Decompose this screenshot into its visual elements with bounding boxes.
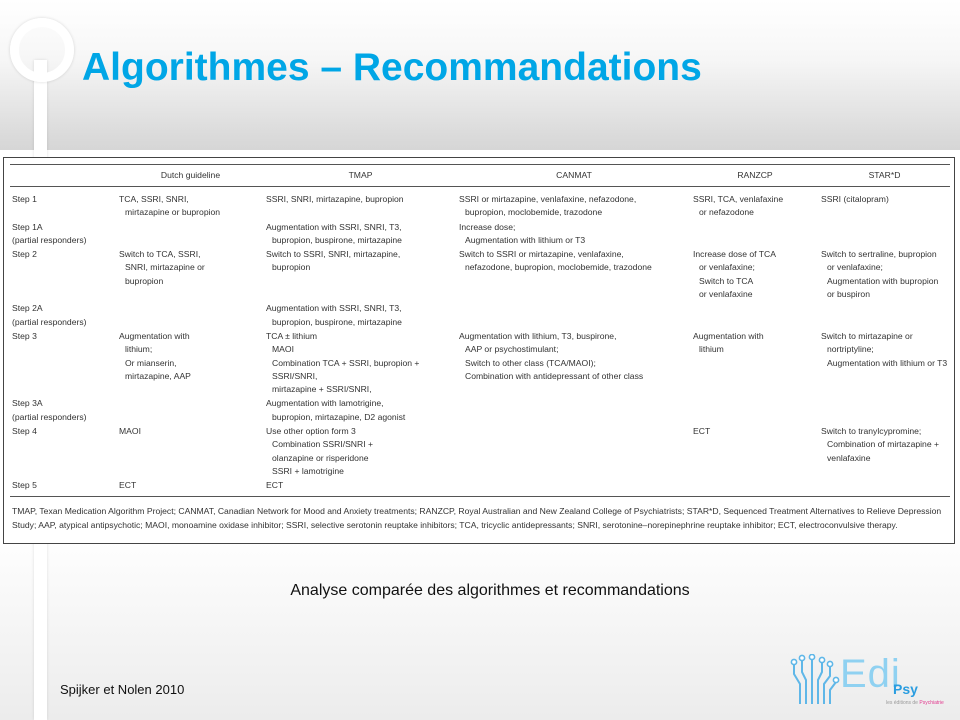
ranzcp-cell	[691, 301, 819, 329]
table-row	[10, 301, 950, 329]
cell-line: lithium	[699, 344, 724, 355]
cell-line: bupropion, buspirone, mirtazapine	[272, 316, 402, 327]
circuit-tree-icon	[790, 654, 840, 708]
stard-cell	[819, 478, 950, 496]
cell-line: Augmentation with lamotrigine,	[266, 398, 384, 409]
table-row	[10, 424, 950, 478]
canmat-cell	[457, 424, 691, 478]
tmap-cell	[264, 301, 457, 329]
cell-line: bupropion, mirtazapine, D2 agonist	[272, 411, 406, 422]
stard-cell	[819, 329, 950, 396]
cell-line: Increase dose of TCA	[693, 249, 776, 260]
cell-line: Switch to mirtazapine or	[821, 330, 913, 341]
slide-title: Algorithmes – Recommandations	[82, 46, 702, 89]
cell-line: SSRI, TCA, venlafaxine	[693, 194, 784, 204]
tmap-cell	[264, 187, 457, 220]
canmat-cell	[457, 478, 691, 496]
step-label	[10, 329, 117, 396]
stard-cell	[819, 187, 950, 220]
cell-line: Switch to TCA, SSRI,	[119, 249, 201, 260]
cell-line: bupropion, buspirone, mirtazapine	[272, 234, 402, 245]
stard-cell	[819, 247, 950, 301]
step-label	[10, 247, 117, 301]
cell-line: Augmentation with SSRI, SNRI, T3,	[266, 221, 402, 232]
ranzcp-cell	[691, 396, 819, 424]
logo-text: Edi	[840, 652, 901, 696]
cell-line: TCA, SSRI, SNRI,	[119, 194, 189, 204]
column-header: STAR*D	[819, 165, 950, 187]
cell-line: SSRI, SNRI, mirtazapine, bupropion	[266, 194, 404, 204]
stard-cell	[819, 424, 950, 478]
tmap-cell	[264, 329, 457, 396]
decorative-ring-icon	[10, 18, 74, 82]
dutch-cell	[117, 220, 264, 248]
logo-tagline-prefix: les éditions de	[886, 700, 918, 706]
table-row	[10, 329, 950, 396]
dutch-cell	[117, 396, 264, 424]
cell-line: TCA ± lithium	[266, 330, 318, 341]
cell-line: Switch to SSRI, SNRI, mirtazapine,	[266, 249, 401, 260]
cell-line: Augmentation with bupropion	[827, 275, 939, 286]
table-row	[10, 478, 950, 496]
cell-line: Augmentation with SSRI, SNRI, T3,	[266, 303, 402, 314]
logo-tagline-accent: Psychiatrie	[919, 700, 944, 706]
tmap-cell	[264, 424, 457, 478]
cell-line: Augmentation with lithium or T3	[465, 234, 586, 245]
table-row	[10, 220, 950, 248]
dutch-cell	[117, 329, 264, 396]
cell-line: Step 1	[12, 194, 37, 204]
canmat-cell	[457, 247, 691, 301]
step-label	[10, 220, 117, 248]
canmat-cell	[457, 396, 691, 424]
tmap-cell	[264, 396, 457, 424]
cell-line: Step 1A	[12, 221, 43, 232]
comparison-table	[10, 164, 950, 497]
cell-line: olanzapine or risperidone	[272, 452, 369, 463]
canmat-cell	[457, 329, 691, 396]
cell-line: venlafaxine	[827, 452, 871, 463]
dutch-cell	[117, 424, 264, 478]
edipsy-logo	[790, 652, 950, 712]
ranzcp-cell	[691, 478, 819, 496]
cell-line: Use other option form 3	[266, 426, 356, 437]
ranzcp-cell	[691, 329, 819, 396]
cell-line: Step 2A	[12, 303, 43, 314]
column-header: Dutch guideline	[117, 165, 264, 187]
slide-caption: Analyse comparée des algorithmes et recommandations	[290, 582, 690, 599]
step-label	[10, 396, 117, 424]
table-row	[10, 396, 950, 424]
cell-line: (partial responders)	[12, 234, 87, 245]
cell-line: SNRI, mirtazapine or	[125, 262, 205, 273]
dutch-cell	[117, 301, 264, 329]
column-header: CANMAT	[457, 165, 691, 187]
cell-line: AAP or psychostimulant;	[465, 344, 559, 355]
cell-line: Switch to tranylcypromine;	[821, 426, 922, 437]
table-footnote: TMAP, Texan Medication Algorithm Project; CANMAT, Canadian Network for Mood and Anxiety treatments; RANZCP, Royal Australian and New Zealand College of Psychiatrists; STAR*D, Sequenced Treatment Alternatives to Relieve Depression Study; AAP, atypical antipsychotic; MAOI, monoamine oxidase inhibitor; SSRI, selective serotonin reuptake inhibitors; TCA, tricyclic antidepressants; SNRI, serotonine–norepinephrine reuptake inhibitor; ECT, electroconvulsive therapy.	[12, 506, 942, 530]
logo-accent: Psy	[893, 681, 918, 697]
cell-line: bupropion, moclobemide, trazodone	[465, 207, 603, 218]
step-label	[10, 424, 117, 478]
cell-line: or buspiron	[827, 289, 870, 300]
cell-line: MAOI	[272, 344, 294, 355]
canmat-cell	[457, 187, 691, 220]
ranzcp-cell	[691, 247, 819, 301]
cell-line: Combination with antidepressant of other class	[465, 370, 644, 381]
step-label	[10, 187, 117, 220]
cell-line: Step 2	[12, 249, 37, 260]
cell-line: ECT	[266, 480, 284, 491]
cell-line: nefazodone, bupropion, moclobemide, trazodone	[465, 262, 652, 273]
cell-line: Augmentation with	[119, 330, 190, 341]
cell-line: bupropion	[272, 262, 311, 273]
canmat-cell	[457, 220, 691, 248]
step-label	[10, 478, 117, 496]
cell-line: (partial responders)	[12, 411, 87, 422]
dutch-cell	[117, 247, 264, 301]
cell-line: SSRI/SNRI,	[272, 370, 318, 381]
cell-line: (partial responders)	[12, 316, 87, 327]
cell-line: SSRI + lamotrigine	[272, 465, 344, 476]
cell-line: Switch to sertraline, bupropion	[821, 249, 937, 260]
cell-line: Augmentation with	[693, 330, 764, 341]
dutch-cell	[117, 478, 264, 496]
cell-line: or venlafaxine	[699, 289, 753, 300]
cell-line: Combination SSRI/SNRI +	[272, 439, 374, 450]
cell-line: Switch to SSRI or mirtazapine, venlafaxine,	[459, 249, 624, 260]
canmat-cell	[457, 301, 691, 329]
logo-tagline	[886, 700, 944, 706]
cell-line: nortriptyline;	[827, 344, 874, 355]
cell-line: ECT	[693, 426, 711, 437]
cell-line: Augmentation with lithium or T3	[827, 357, 948, 368]
cell-line: or venlafaxine;	[827, 262, 883, 273]
source-citation: Spijker et Nolen 2010	[60, 682, 185, 697]
cell-line: lithium;	[125, 344, 153, 355]
cell-line: mirtazapine + SSRI/SNRI,	[272, 384, 372, 395]
cell-line: Step 5	[12, 480, 37, 491]
cell-line: Switch to TCA	[699, 275, 754, 286]
column-header: TMAP	[264, 165, 457, 187]
cell-line: SSRI or mirtazapine, venlafaxine, nefazodone,	[459, 194, 637, 204]
stard-cell	[819, 301, 950, 329]
tmap-cell	[264, 220, 457, 248]
cell-line: or venlafaxine;	[699, 262, 755, 273]
cell-line: Switch to other class (TCA/MAOI);	[465, 357, 596, 368]
cell-line: mirtazapine, AAP	[125, 370, 191, 381]
cell-line: SSRI (citalopram)	[821, 194, 889, 204]
cell-line: ECT	[119, 480, 137, 491]
cell-line: Augmentation with lithium, T3, buspirone,	[459, 330, 617, 341]
table-row	[10, 187, 950, 220]
table-header-row	[10, 165, 950, 187]
ranzcp-cell	[691, 220, 819, 248]
table-image	[3, 157, 955, 544]
cell-line: Step 3	[12, 330, 37, 341]
cell-line: mirtazapine or bupropion	[125, 207, 221, 218]
tmap-cell	[264, 247, 457, 301]
ranzcp-cell	[691, 187, 819, 220]
table-row	[10, 247, 950, 301]
stard-cell	[819, 220, 950, 248]
column-header	[10, 165, 117, 187]
stard-cell	[819, 396, 950, 424]
cell-line: MAOI	[119, 426, 141, 437]
cell-line: Step 4	[12, 426, 37, 437]
cell-line: Or mianserin,	[125, 357, 177, 368]
tmap-cell	[264, 478, 457, 496]
cell-line: Step 3A	[12, 398, 43, 409]
dutch-cell	[117, 187, 264, 220]
cell-line: bupropion	[125, 275, 164, 286]
ranzcp-cell	[691, 424, 819, 478]
column-header: RANZCP	[691, 165, 819, 187]
cell-line: Increase dose;	[459, 221, 516, 232]
cell-line: or nefazodone	[699, 207, 754, 218]
step-label	[10, 301, 117, 329]
cell-line: Combination TCA + SSRI, bupropion +	[272, 357, 420, 368]
cell-line: Combination of mirtazapine +	[827, 439, 940, 450]
